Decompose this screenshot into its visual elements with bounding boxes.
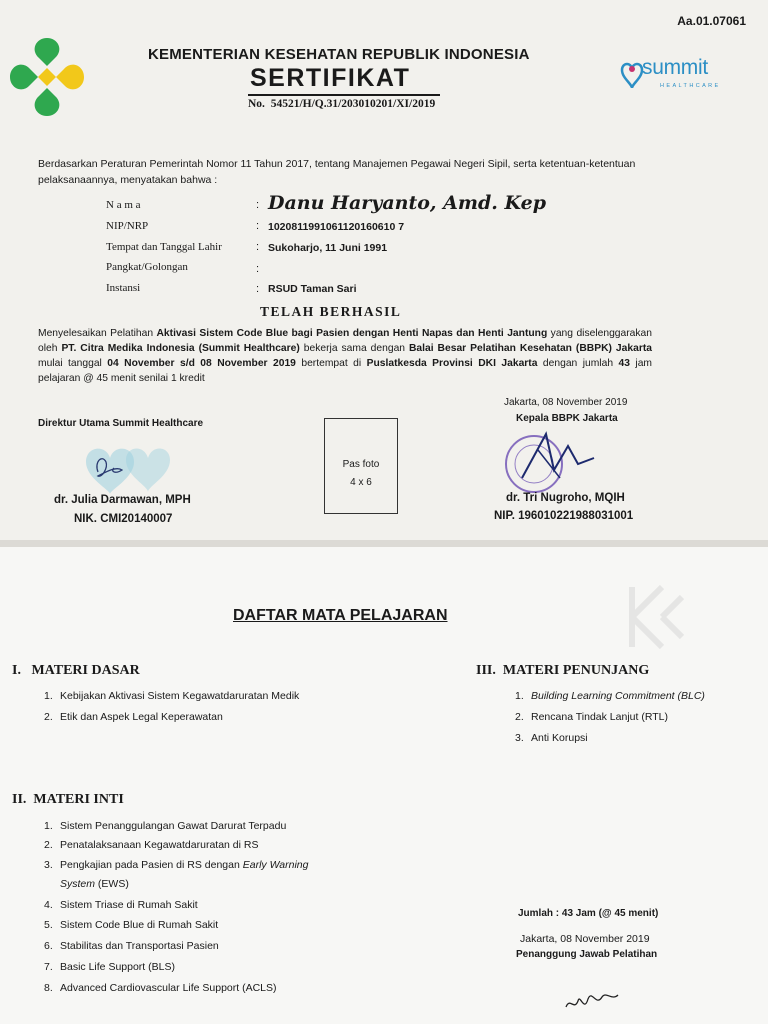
list-item: 1. Building Learning Commitment (BLC) [515,690,705,702]
list-item: 6. Stabilitas dan Transportasi Pasien [44,940,219,952]
field-label-institution: Instansi [106,282,141,294]
list-item: 8. Advanced Cardiovascular Life Support (ACLS) [44,982,277,994]
summit-stamp-signature-icon [76,432,176,498]
field-label-nip: NIP/NRP [106,220,149,232]
section-title-materi-inti: II. MATERI INTI [12,792,124,807]
field-label-rank: Pangkat/Golongan [106,261,188,273]
left-signatory-title: Direktur Utama Summit Healthcare [38,418,204,429]
photo-placeholder [324,418,398,514]
right-signatory-title: Kepala BBPK Jakarta [516,413,618,424]
list-item: 3. Anti Korupsi [515,732,588,744]
section-title-materi-dasar: I. MATERI DASAR [12,663,140,678]
training-description: Menyelesaikan Pelatihan Aktivasi Sistem Code Blue bagi Pasien dengan Henti Napas dan Henti Jantung yang diselenggarakan oleh PT. Citra Medika Indonesia (Summit Healthcare) bekerja sama dengan Balai Besar Pelatihan Kesehatan (BBPK) Jakarta mulai tanggal 04 November s/d 08 November 2019 bertempat di Puslatkesda Provinsi DKI Jakarta dengan jumlah 43 jam pelajaran @ 45 menit senilai 1 kredit [38,328,653,384]
bbpk-stamp-signature-icon [498,420,608,500]
list-item: 2. Etik dan Aspek Legal Keperawatan [44,711,223,723]
section-title-materi-penunjang: III. MATERI PENUNJANG [476,663,650,678]
field-colon: : [256,241,260,253]
field-label-name: N a m a [106,199,141,211]
signature-icon [562,977,622,1017]
list-item: 2. Penatalaksanaan Kegawatdaruratan di RS [44,839,259,851]
ministry-name: KEMENTERIAN KESEHATAN REPUBLIK INDONESIA [148,46,530,63]
left-signatory-id: NIK. CMI20140007 [74,513,173,525]
field-label-birth: Tempat dan Tanggal Lahir [106,241,222,253]
success-title: TELAH BERHASIL [260,304,402,319]
summit-logo-text: summit [642,56,708,79]
right-signatory-name: dr. Tri Nugroho, MQIH [506,492,625,504]
list-item-continued: System (EWS) [60,878,129,890]
summit-logo-subtext: HEALTHCARE [660,83,721,89]
course-list-date: Jakarta, 08 November 2019 [520,933,650,945]
field-value-institution: RSUD Taman Sari [268,283,357,295]
right-signatory-date: Jakarta, 08 November 2019 [504,397,628,408]
photo-label: Pas foto [342,459,380,470]
document-code: Aa.01.07061 [677,14,746,28]
watermark-icon [612,577,692,657]
field-value-name: Danu Haryanto, Amd. Kep [268,192,546,214]
field-colon: : [256,220,260,232]
kemenkes-logo-icon [8,36,86,118]
list-item: 3. Pengkajian pada Pasien di RS dengan Early Warning [44,859,309,871]
field-value-birth: Sukoharjo, 11 Juni 1991 [268,242,388,254]
field-colon: : [256,263,260,275]
field-colon: : [256,283,260,295]
photo-size: 4 x 6 [350,477,372,488]
course-list-title: DAFTAR MATA PELAJARAN [233,607,448,624]
certificate-number: No. 54521/H/Q.31/203010201/XI/2019 [248,98,436,110]
right-signatory-id: NIP. 196010221988031001 [494,510,634,522]
list-item: 1. Sistem Penanggulangan Gawat Darurat Terpadu [44,820,287,832]
total-hours: Jumlah : 43 Jam (@ 45 menit) [518,908,659,919]
left-signatory-name: dr. Julia Darmawan, MPH [54,494,191,506]
title-underline [248,94,440,96]
responsible-title: Penanggung Jawab Pelatihan [516,949,658,960]
certificate-title: SERTIFIKAT [250,64,411,92]
list-item: 5. Sistem Code Blue di Rumah Sakit [44,919,219,931]
course-list-page [0,547,768,1024]
list-item: 7. Basic Life Support (BLS) [44,961,175,973]
intro-statement: Berdasarkan Peraturan Pemerintah Nomor 11 Tahun 2017, tentang Manajemen Pegawai Negeri Sipil, serta ketentuan-ketentuan pelaksanaannya, menyatakan bahwa : [38,158,636,186]
list-item: 1. Kebijakan Aktivasi Sistem Kegawatdaruratan Medik [44,690,300,702]
list-item: 4. Sistem Triase di Rumah Sakit [44,899,198,911]
field-colon: : [256,199,260,211]
field-value-nip: 1020811991061120160610 7 [268,221,405,233]
list-item: 2. Rencana Tindak Lanjut (RTL) [515,711,668,723]
